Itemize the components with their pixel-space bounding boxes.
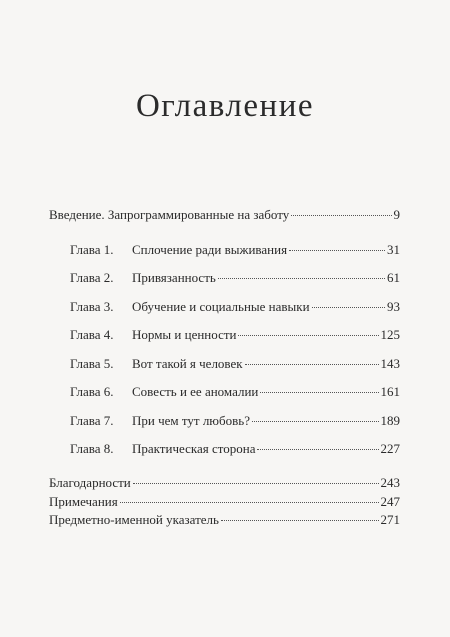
chapter-number: Глава 1. bbox=[70, 242, 114, 257]
toc-page-number: 271 bbox=[380, 512, 400, 527]
toc-page-number: 247 bbox=[380, 494, 400, 509]
toc-entry-intro bbox=[49, 207, 400, 223]
toc-entry-label: Введение. Запрограммированные на заботу bbox=[49, 207, 290, 222]
dot-leader bbox=[133, 473, 379, 484]
toc-page-number: 125 bbox=[380, 327, 400, 342]
toc-page-number: 9 bbox=[393, 207, 400, 222]
toc-entry-chapter-1 bbox=[70, 242, 400, 258]
toc-page-number: 227 bbox=[380, 441, 400, 456]
toc-page-number: 93 bbox=[387, 299, 400, 314]
chapter-number: Глава 3. bbox=[70, 299, 114, 314]
dot-leader bbox=[218, 268, 385, 279]
chapter-title: Практическая сторона bbox=[132, 441, 256, 456]
dot-leader bbox=[289, 240, 385, 251]
chapter-title: Сплочение ради выживания bbox=[132, 242, 288, 257]
page-title: Оглавление bbox=[135, 88, 315, 124]
chapter-title: Вот такой я человек bbox=[132, 356, 243, 371]
chapter-number: Глава 6. bbox=[70, 384, 114, 399]
chapter-title: Совесть и ее аномалии bbox=[132, 384, 259, 399]
chapter-title: Привязанность bbox=[132, 270, 216, 285]
dot-leader bbox=[257, 439, 378, 450]
toc-entry-label: Предметно-именной указатель bbox=[49, 512, 219, 527]
toc-entry-chapter-7 bbox=[70, 413, 400, 429]
toc-entry-label: Благодарности bbox=[49, 475, 131, 490]
chapter-title: При чем тут любовь? bbox=[132, 413, 250, 428]
toc-entry-index bbox=[49, 512, 400, 528]
chapter-number: Глава 4. bbox=[70, 327, 114, 342]
chapter-number: Глава 8. bbox=[70, 441, 114, 456]
toc-entry-chapter-3 bbox=[70, 299, 400, 315]
toc-page-number: 243 bbox=[380, 475, 400, 490]
toc-page-number: 61 bbox=[387, 270, 400, 285]
toc-page-number: 143 bbox=[380, 356, 400, 371]
toc-entry-notes bbox=[49, 494, 400, 510]
dot-leader bbox=[120, 492, 379, 503]
toc-entry-chapter-8 bbox=[70, 441, 400, 457]
toc-entry-chapter-2 bbox=[70, 270, 400, 286]
dot-leader bbox=[260, 382, 378, 393]
toc-entry-chapter-5 bbox=[70, 356, 400, 372]
toc-entry-acknowledgements bbox=[49, 475, 400, 491]
chapter-title: Нормы и ценности bbox=[132, 327, 237, 342]
dot-leader bbox=[252, 411, 379, 422]
toc-page-number: 161 bbox=[380, 384, 400, 399]
chapter-number: Глава 7. bbox=[70, 413, 114, 428]
chapter-number: Глава 5. bbox=[70, 356, 114, 371]
toc-entry-label: Примечания bbox=[49, 494, 118, 509]
toc-entry-chapter-4 bbox=[70, 327, 400, 343]
toc-page-number: 31 bbox=[387, 242, 400, 257]
dot-leader bbox=[312, 297, 385, 308]
chapter-title: Обучение и социальные навыки bbox=[132, 299, 310, 314]
dot-leader bbox=[221, 510, 379, 521]
toc-entry-chapter-6 bbox=[70, 384, 400, 400]
chapter-number: Глава 2. bbox=[70, 270, 114, 285]
dot-leader bbox=[238, 325, 378, 336]
dot-leader bbox=[245, 354, 379, 365]
dot-leader bbox=[291, 205, 391, 216]
toc-page-number: 189 bbox=[380, 413, 400, 428]
